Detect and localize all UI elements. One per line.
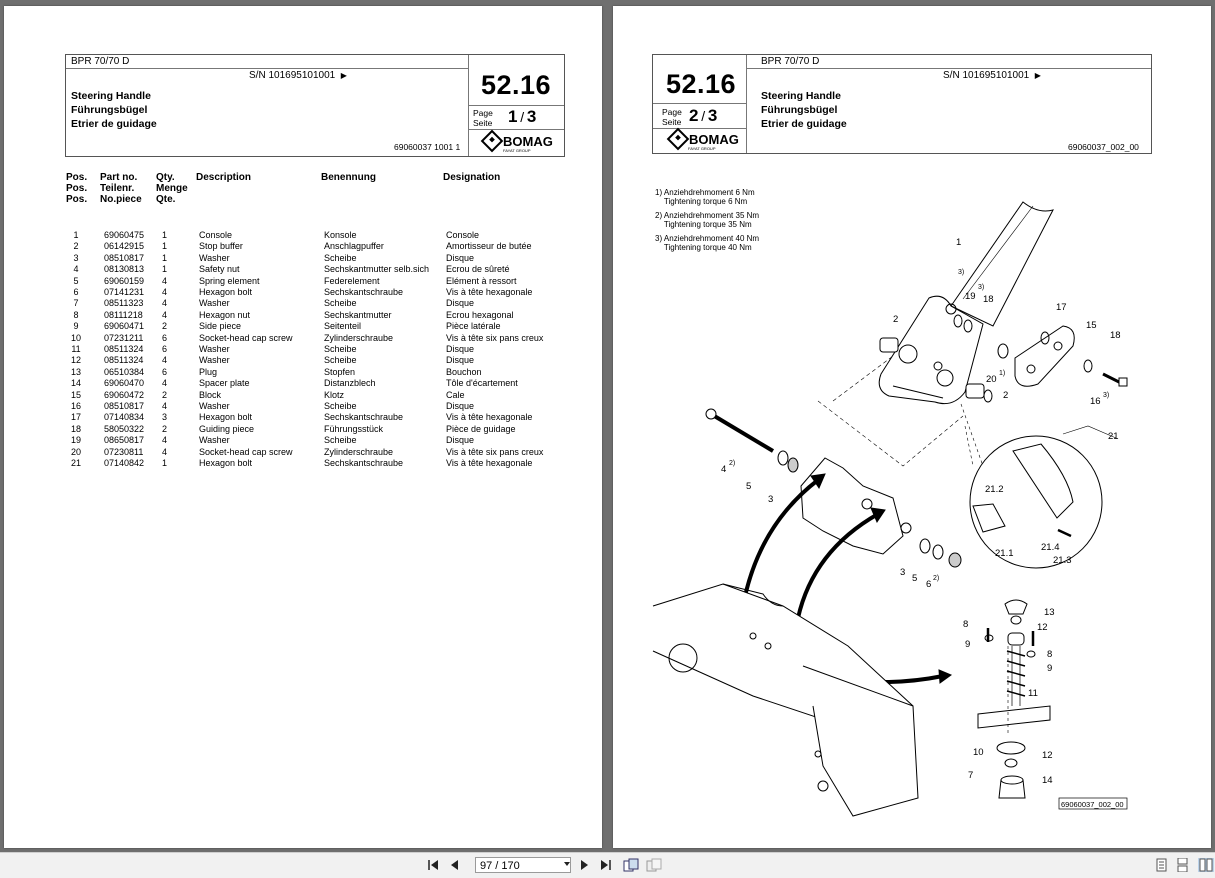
cell-pos: 16 (70, 401, 81, 411)
serial-number-right: S/N 101695101001 ▶ (943, 70, 1041, 81)
cell-qty: 4 (162, 401, 168, 411)
cell-qty: 4 (162, 355, 168, 366)
cell-desc: Stop buffer (199, 241, 243, 252)
cell-part: 07230811 (104, 446, 144, 457)
callout-21-2: 21.2 (985, 484, 1004, 495)
callout-18b: 18 (1110, 330, 1121, 341)
cell-pos: 4 (73, 264, 79, 275)
cell-de: Führungsstück (324, 423, 384, 434)
table-row (66, 390, 556, 401)
table-row (66, 253, 556, 264)
cell-part: 08510817 (104, 401, 145, 411)
cell-qty: 4 (162, 378, 168, 389)
cell-de: Scheibe (324, 344, 357, 354)
callout-4: 4 (721, 464, 727, 475)
col-part-head: Part no. Teilenr. No.piece (100, 172, 142, 205)
cell-part: 06510384 (104, 366, 145, 377)
cell-fr: Bouchon (446, 366, 482, 377)
torque-note-2: 2) Anziehdrehmoment 35 Nm Tightening torque 35 Nm (655, 211, 760, 229)
callout-2b: 2 (1003, 390, 1009, 401)
table-row (66, 401, 556, 412)
cell-part: 08511324 (104, 344, 144, 354)
cell-desc: Washer (199, 435, 230, 446)
callout-3b: 3 (900, 567, 906, 578)
cell-fr: Elément à ressort (446, 275, 517, 286)
cell-qty: 4 (162, 446, 168, 457)
table-row (66, 321, 556, 332)
cell-pos: 18 (70, 423, 81, 434)
cell-de: Konsole (324, 230, 357, 240)
cell-pos: 11 (71, 344, 81, 354)
cell-fr: Tôle d'écartement (446, 378, 518, 389)
cell-de: Scheibe (324, 401, 357, 411)
cell-part: 69060159 (104, 275, 145, 286)
callout-17: 17 (1056, 302, 1067, 313)
cell-desc: Washer (199, 298, 230, 309)
cell-pos: 2 (73, 241, 79, 252)
callout-14: 14 (1042, 775, 1053, 786)
cell-part: 07140834 (104, 412, 145, 423)
cell-fr: Pièce de guidage (446, 423, 516, 434)
table-row (66, 424, 556, 435)
col-pos-head: Pos. Pos. Pos. (66, 172, 88, 205)
cell-de: Scheibe (324, 298, 357, 309)
cell-pos: 3 (73, 252, 79, 263)
cell-desc: Washer (199, 344, 230, 354)
title-en: Steering Handle (71, 90, 151, 102)
title-en-right: Steering Handle (761, 90, 841, 102)
first-page-icon[interactable] (426, 858, 440, 872)
prev-page-icon[interactable] (448, 858, 460, 872)
cell-fr: Disque (446, 435, 475, 446)
cell-fr: Disque (446, 252, 475, 263)
cell-part: 08511324 (104, 355, 144, 366)
cell-part: 69060475 (104, 230, 145, 240)
cell-qty: 4 (162, 287, 168, 297)
table-row (66, 310, 556, 321)
cell-part: 07141231 (104, 287, 145, 297)
callout-21: 21 (1108, 431, 1119, 442)
cell-qty: 1 (162, 458, 168, 468)
table-row (66, 435, 556, 446)
cell-qty: 1 (162, 230, 168, 240)
cell-qty: 4 (162, 298, 168, 309)
callout-9a: 9 (965, 639, 971, 650)
cell-desc: Console (199, 230, 233, 240)
cell-pos: 20 (70, 446, 81, 457)
cell-desc: Plug (199, 366, 218, 377)
cell-desc: Socket-head cap screw (199, 446, 293, 457)
title-de: Führungsbügel (71, 104, 148, 116)
cell-pos: 21 (70, 458, 81, 468)
callout-21-3: 21.3 (1053, 555, 1072, 566)
left-page (4, 6, 602, 848)
cell-pos: 7 (73, 298, 79, 309)
cell-qty: 1 (162, 264, 168, 275)
cell-part: 08650817 (104, 435, 145, 446)
logo-sub-right: FAYAT GROUP (688, 146, 716, 151)
cell-fr: Vis à tête six pans creux (446, 332, 544, 343)
cell-de: Sechskantmutter (324, 309, 392, 320)
next-page-icon[interactable] (579, 858, 591, 872)
page-count: 1 / 3 (508, 107, 537, 126)
cell-de: Distanzblech (324, 378, 376, 389)
page-dropdown-chevron-icon[interactable] (563, 860, 571, 874)
torque-note-3: 3) Anziehdrehmoment 40 Nm Tightening torque 40 Nm (655, 234, 760, 252)
cell-de: Zylinderschraube (324, 332, 394, 343)
table-row (66, 367, 556, 378)
continuous-page-icon[interactable] (1177, 858, 1189, 872)
cell-desc: Washer (199, 252, 230, 263)
col-desc-head: Description (196, 172, 252, 183)
cell-pos: 19 (70, 435, 81, 446)
cell-desc: Washer (199, 355, 230, 366)
cell-pos: 9 (73, 321, 79, 332)
cell-desc: Guiding piece (199, 423, 255, 434)
cell-de: Federelement (324, 275, 380, 286)
cell-qty: 2 (162, 423, 168, 434)
cell-fr: Disque (446, 355, 475, 366)
cell-de: Sechskantschraube (324, 412, 404, 423)
cell-qty: 6 (162, 344, 168, 354)
cell-part: 69060471 (104, 321, 145, 332)
cell-pos: 17 (70, 412, 81, 423)
title-fr-right: Etrier de guidage (761, 118, 847, 130)
cell-fr: Vis à tête hexagonale (446, 287, 533, 297)
cell-desc: Spacer plate (199, 378, 250, 389)
col-fr-head: Designation (443, 172, 501, 183)
cell-desc: Hexagon nut (199, 309, 251, 320)
cell-desc: Socket-head cap screw (199, 332, 293, 343)
table-row (66, 378, 556, 389)
logo-sub: FAYAT GROUP (503, 148, 531, 153)
cell-de: Sechskantschraube (324, 287, 404, 297)
sup-2b: 2) (933, 575, 940, 582)
cell-pos: 13 (70, 366, 81, 377)
cell-qty: 4 (162, 435, 168, 446)
exploded-drawing (613, 6, 1211, 848)
cell-desc: Hexagon bolt (199, 412, 253, 423)
cell-part: 69060470 (104, 378, 145, 389)
sup-3a: 3) (978, 284, 985, 291)
cell-qty: 1 (162, 241, 168, 252)
callout-8b: 8 (1047, 649, 1053, 660)
left-header-box (65, 54, 565, 157)
cell-desc: Safety nut (199, 264, 240, 275)
cell-de: Zylinderschraube (324, 446, 394, 457)
table-row (66, 412, 556, 423)
callout-6: 6 (926, 579, 932, 590)
model-name: BPR 70/70 D (71, 56, 130, 67)
cell-de: Sechskantmutter selb.sich (324, 264, 430, 275)
cell-de: Klotz (324, 389, 345, 400)
bomag-logo: BOMAG (484, 133, 553, 149)
callout-9b: 9 (1047, 663, 1053, 674)
cell-pos: 12 (70, 355, 81, 366)
cell-desc: Side piece (199, 321, 242, 332)
cell-part: 08511323 (104, 298, 144, 309)
cell-fr: Console (446, 230, 480, 240)
doc-code-right: 69060037_002_00 (1068, 142, 1139, 152)
callout-13: 13 (1044, 607, 1055, 618)
callout-19: 19 (965, 291, 976, 302)
cell-part: 06142915 (104, 241, 145, 252)
cell-qty: 6 (162, 366, 168, 377)
callout-16: 16 (1090, 396, 1101, 407)
sup-3c: 3) (958, 269, 965, 276)
table-row (66, 287, 556, 298)
cell-fr: Amortisseur de butée (446, 241, 532, 252)
doc-code: 69060037 1001 1 (394, 142, 461, 152)
cell-de: Scheibe (324, 355, 357, 366)
right-page (613, 6, 1211, 848)
copy-icon[interactable] (646, 858, 662, 872)
callout-12a: 12 (1037, 622, 1048, 633)
cell-part: 08130813 (104, 264, 145, 275)
callout-3a: 3 (768, 494, 774, 505)
section-number-right: 52.16 (666, 69, 737, 99)
cell-fr: Disque (446, 344, 475, 354)
cell-pos: 8 (73, 309, 79, 320)
cell-qty: 2 (162, 389, 168, 400)
callout-21-1: 21.1 (995, 548, 1014, 559)
title-fr: Etrier de guidage (71, 118, 157, 130)
title-de-right: Führungsbügel (761, 104, 838, 116)
cell-pos: 5 (73, 275, 79, 286)
cell-part: 07140842 (104, 458, 145, 468)
cell-de: Seitenteil (324, 321, 362, 332)
callout-21-4: 21.4 (1041, 542, 1060, 553)
table-row (66, 333, 556, 344)
cell-part: 69060472 (104, 389, 145, 400)
callout-10: 10 (973, 747, 984, 758)
sup-3b: 3) (1103, 392, 1110, 399)
cell-pos: 1 (73, 230, 79, 240)
cell-pos: 6 (73, 287, 79, 297)
table-row (66, 241, 556, 252)
sup-2a: 2) (729, 460, 736, 467)
cell-fr: Vis à tête six pans creux (446, 446, 544, 457)
bomag-diamond-icon (481, 130, 504, 153)
cell-qty: 3 (162, 412, 168, 423)
cell-fr: Ecrou hexagonal (446, 309, 514, 320)
cell-part: 08510817 (104, 252, 145, 263)
cell-desc: Washer (199, 401, 230, 411)
callout-8a: 8 (963, 619, 969, 630)
rotate-icon[interactable] (623, 858, 639, 872)
cell-part: 58050322 (104, 423, 145, 434)
cell-desc: Hexagon bolt (199, 458, 253, 468)
table-row (66, 264, 556, 275)
sup-1: 1) (999, 370, 1006, 377)
cell-fr: Disque (446, 298, 475, 309)
callout-7: 7 (968, 770, 974, 781)
cell-de: Stopfen (324, 366, 356, 377)
callout-5b: 5 (912, 573, 918, 584)
callout-2a: 2 (893, 314, 899, 325)
cell-qty: 6 (162, 332, 168, 343)
page-count-right: 2 / 3 (689, 106, 718, 125)
callout-20: 20 (986, 374, 997, 385)
single-page-icon[interactable] (1156, 858, 1168, 872)
table-row (66, 298, 556, 309)
table-row (66, 447, 556, 458)
callout-18a: 18 (983, 294, 994, 305)
torque-note-1: 1) Anziehdrehmoment 6 Nm Tightening torque 6 Nm (655, 188, 755, 206)
cell-qty: 2 (162, 321, 168, 332)
bomag-logo-right: BOMAG (670, 131, 739, 147)
cell-fr: Disque (446, 401, 475, 411)
cell-desc: Block (199, 389, 222, 400)
cell-desc: Hexagon bolt (199, 287, 253, 297)
page-label-right: Page Seite (662, 107, 682, 127)
callout-11: 11 (1028, 688, 1038, 699)
section-number: 52.16 (481, 70, 552, 100)
callout-1: 1 (956, 237, 962, 248)
table-row (66, 230, 556, 241)
cell-part: 07231211 (104, 332, 144, 343)
cell-fr: Vis à tête hexagonale (446, 458, 533, 468)
two-page-icon[interactable] (1198, 858, 1214, 872)
cell-fr: Cale (446, 389, 465, 400)
cell-de: Scheibe (324, 252, 357, 263)
col-de-head: Benennung (321, 172, 376, 183)
cell-de: Anschlagpuffer (324, 241, 384, 252)
cell-de: Scheibe (324, 435, 357, 446)
col-qty-head: Qty. Menge Qte. (156, 172, 188, 205)
serial-number: S/N 101695101001 ▶ (249, 70, 347, 81)
drawing-code: 69060037_002_00 (1061, 800, 1124, 809)
callout-12b: 12 (1042, 750, 1053, 761)
table-row (66, 355, 556, 366)
model-name-right: BPR 70/70 D (761, 56, 820, 67)
cell-fr: Vis à tête hexagonale (446, 412, 533, 423)
cell-qty: 4 (162, 275, 168, 286)
last-page-icon[interactable] (599, 858, 613, 872)
table-row (66, 458, 556, 469)
viewer-toolbar (0, 852, 1215, 878)
callout-15: 15 (1086, 320, 1097, 331)
cell-part: 08111218 (104, 309, 143, 320)
cell-desc: Spring element (199, 275, 260, 286)
page-number-input[interactable]: 97 / 170 (475, 857, 571, 873)
callout-5a: 5 (746, 481, 752, 492)
cell-qty: 1 (162, 252, 168, 263)
table-row (66, 276, 556, 287)
table-row (66, 344, 556, 355)
cell-de: Sechskantschraube (324, 458, 404, 468)
cell-fr: Pièce latérale (446, 321, 501, 332)
cell-qty: 4 (162, 309, 168, 320)
page-label: Page Seite (473, 108, 493, 128)
cell-pos: 10 (70, 332, 81, 343)
cell-pos: 14 (70, 378, 81, 389)
cell-fr: Ecrou de sûreté (446, 264, 510, 275)
cell-pos: 15 (70, 389, 81, 400)
